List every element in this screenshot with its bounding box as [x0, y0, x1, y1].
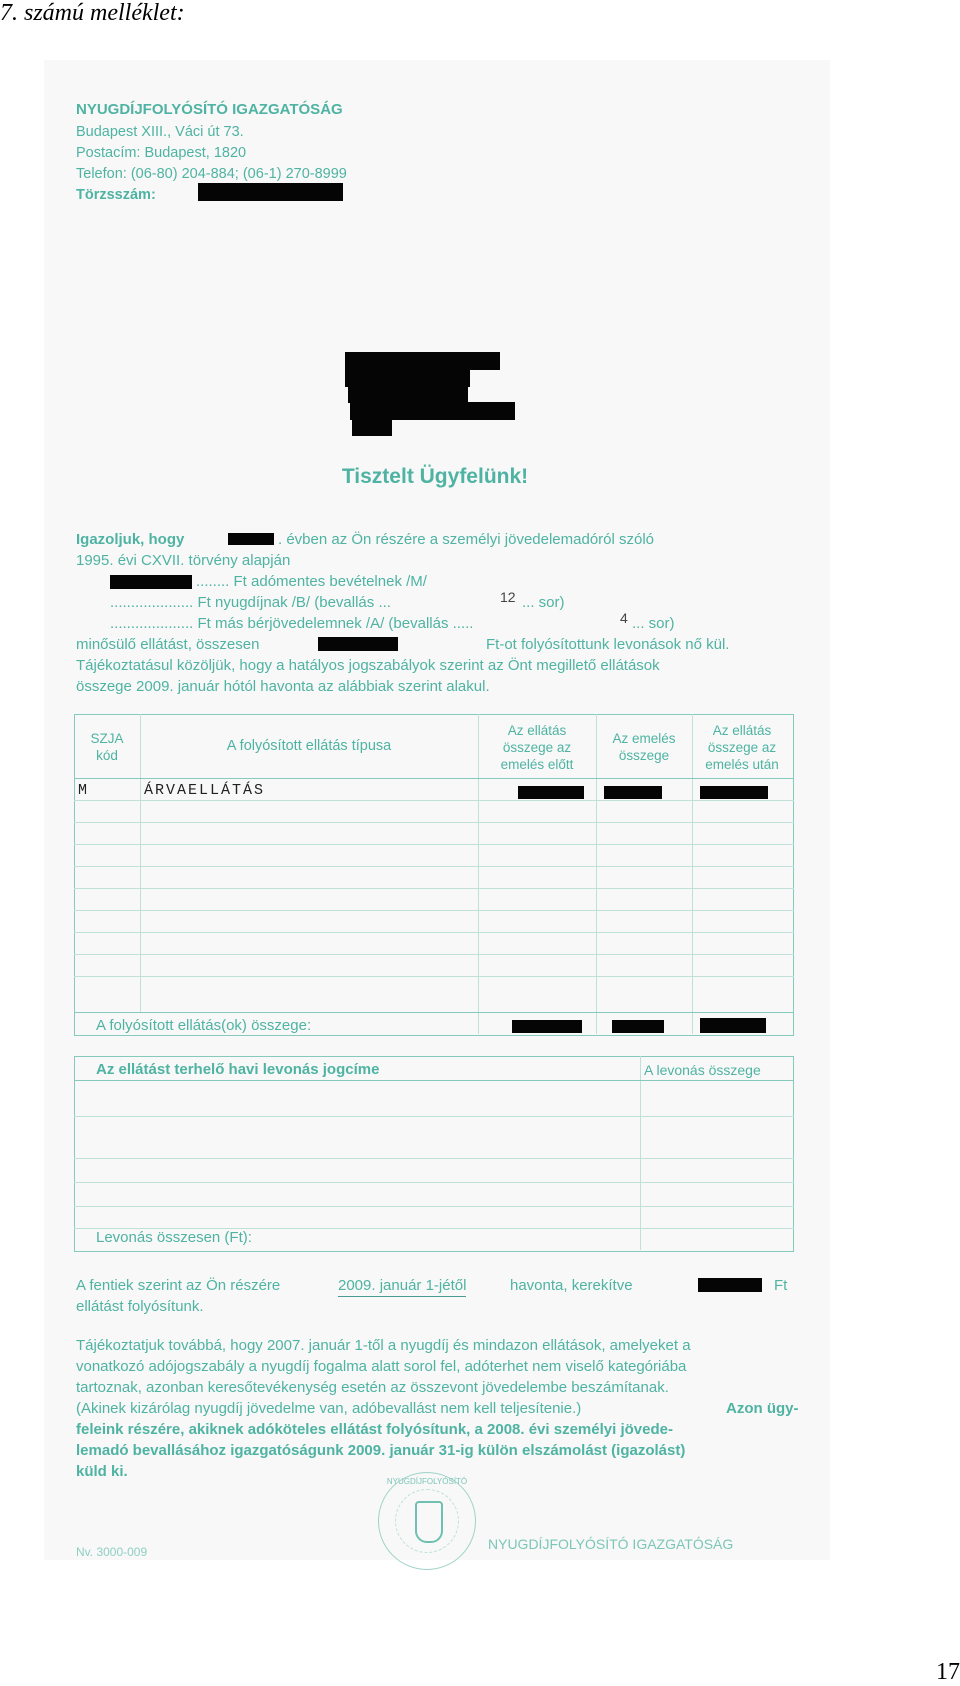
intro-line1-b: . évben az Ön részére a személyi jövedelemadóról szóló: [278, 531, 655, 548]
table-row-rule: [74, 844, 794, 845]
coat-of-arms-icon: [415, 1501, 443, 1543]
redaction: [604, 786, 662, 799]
table1-total-label: A folyósított ellátás(ok) összege:: [96, 1017, 312, 1034]
redaction: [512, 1020, 582, 1033]
redaction: [345, 352, 500, 370]
greeting-title: Tisztelt Ügyfelünk!: [341, 465, 529, 488]
notice-line4-a: (Akinek kizárólag nyugdíj jövedelme van, adóbevallást nem kell teljesítenie.): [76, 1400, 582, 1417]
header-phone: Telefon: (06-80) 204-884; (06-1) 270-8999: [76, 166, 347, 182]
summary-currency: Ft: [774, 1277, 788, 1294]
summary-line1-a: A fentiek szerint az Ön részére: [76, 1277, 281, 1294]
intro-line2: 1995. évi CXVII. törvény alapján: [76, 552, 291, 569]
table-row-rule: [74, 1182, 794, 1183]
intro-line4-b: ... sor): [522, 594, 565, 611]
footer-org: NYUGDÍJFOLYÓSÍTÓ IGAZGATÓSÁG: [488, 1536, 734, 1552]
header-address: Budapest XIII., Váci út 73.: [76, 124, 244, 140]
table-row-rule: [74, 1158, 794, 1159]
notice-line4-b: Azon ügy-: [726, 1400, 799, 1417]
redaction: [110, 575, 192, 589]
table-row-rule: [74, 866, 794, 867]
intro-line5-number: 4: [620, 610, 628, 626]
table-row-rule: [74, 910, 794, 911]
col-deduction-amount: A levonás összege: [644, 1062, 761, 1078]
row1-benefit-type: ÁRVAELLÁTÁS: [144, 782, 266, 799]
form-number: Nv. 3000-009: [76, 1545, 148, 1559]
table-row-rule: [74, 888, 794, 889]
table-row-rule: [74, 800, 794, 801]
col-raise-amount: Az emelés összege: [612, 731, 676, 763]
table-divider: [140, 714, 141, 1012]
table-header-rule: [74, 1080, 794, 1081]
seal-text: NYUGDÍJFOLYÓSÍTÓ: [386, 1477, 468, 1486]
col-amount-before: Az ellátás összege az emelés előtt: [500, 723, 574, 772]
notice-line2: vonatkozó adójogszabály a nyugdíj fogalma alatt sorol fel, adóterhet nem viselő kategóriába: [76, 1358, 687, 1375]
summary-date: 2009. január 1-jétől: [338, 1276, 466, 1297]
col-szja-code: SZJA kód: [90, 731, 124, 763]
redaction: [345, 370, 470, 387]
intro-line6-a: minősülő ellátást, összesen: [76, 636, 260, 653]
redaction: [198, 183, 343, 201]
table-total-rule: [74, 1012, 794, 1013]
table-row-rule: [74, 1206, 794, 1207]
table2-total-label: Levonás összesen (Ft):: [96, 1229, 252, 1246]
summary-line2: ellátást folyósítunk.: [76, 1298, 204, 1315]
redaction: [612, 1020, 664, 1033]
notice-line3: tartoznak, azonban keresőtevékenység esetén az összevont jövedelembe beszámítanak.: [76, 1379, 669, 1396]
table-row-rule: [74, 976, 794, 977]
summary-line1-b: havonta, kerekítve: [510, 1277, 633, 1294]
redaction: [350, 402, 515, 420]
intro-line5-a: .................... Ft más bérjövedelemnek /A/ (bevallás .....: [110, 615, 474, 632]
page-number: 17: [936, 1659, 960, 1685]
table-row-rule: [74, 954, 794, 955]
table-row-rule: [74, 822, 794, 823]
official-seal: [378, 1472, 476, 1570]
notice-line7: küld ki.: [76, 1463, 128, 1480]
redaction: [698, 1278, 762, 1292]
redaction: [352, 420, 392, 436]
intro-line7: Tájékoztatásul közöljük, hogy a hatályos jogszabályok szerint az Önt megillető ellátások: [76, 657, 660, 674]
intro-line1-a: Igazoljuk, hogy: [76, 531, 185, 548]
redaction: [318, 637, 398, 651]
intro-line4-number: 12: [500, 589, 516, 605]
redaction: [228, 533, 274, 545]
redaction: [348, 386, 468, 403]
intro-line8: összege 2009. január hótól havonta az alábbiak szerint alakul.: [76, 678, 490, 695]
col-benefit-type: A folyósított ellátás típusa: [226, 738, 392, 754]
annex-caption: 7. számú melléklet:: [0, 0, 185, 26]
table-header-rule: [74, 778, 794, 779]
deductions-table: [74, 1056, 794, 1252]
intro-line3: ........ Ft adómentes bevételnek /M/: [196, 573, 427, 590]
notice-line1: Tájékoztatjuk továbbá, hogy 2007. január 1-től a nyugdíj és mindazon ellátások, amelyeket a: [76, 1337, 691, 1354]
notice-line5: feleink részére, akiknek adóköteles ellátást folyósítunk, a 2008. évi személyi jövede-: [76, 1421, 673, 1438]
redaction: [700, 1018, 766, 1033]
col-amount-after: Az ellátás összege az emelés után: [705, 723, 779, 772]
redaction: [700, 786, 768, 799]
intro-line4-a: .................... Ft nyugdíjnak /B/ (bevallás ...: [110, 594, 391, 611]
intro-line5-b: ... sor): [632, 615, 675, 632]
notice-line6: lemadó bevallásához igazgatóságunk 2009. január 31-ig külön elszámolást (igazolást): [76, 1442, 686, 1459]
table-row-rule: [74, 1116, 794, 1117]
table-row-rule: [74, 932, 794, 933]
table-divider: [640, 1056, 641, 1250]
col-deduction-title: Az ellátást terhelő havi levonás jogcíme: [96, 1061, 380, 1078]
header-postal: Postacím: Budapest, 1820: [76, 145, 247, 161]
header-org: NYUGDÍJFOLYÓSÍTÓ IGAZGATÓSÁG: [76, 101, 343, 118]
redaction: [518, 786, 584, 799]
header-torzsszam-label: Törzsszám:: [76, 187, 156, 203]
row1-code: M: [78, 782, 88, 799]
intro-line6-b: Ft-ot folyósítottunk levonások nő kül.: [486, 636, 730, 653]
